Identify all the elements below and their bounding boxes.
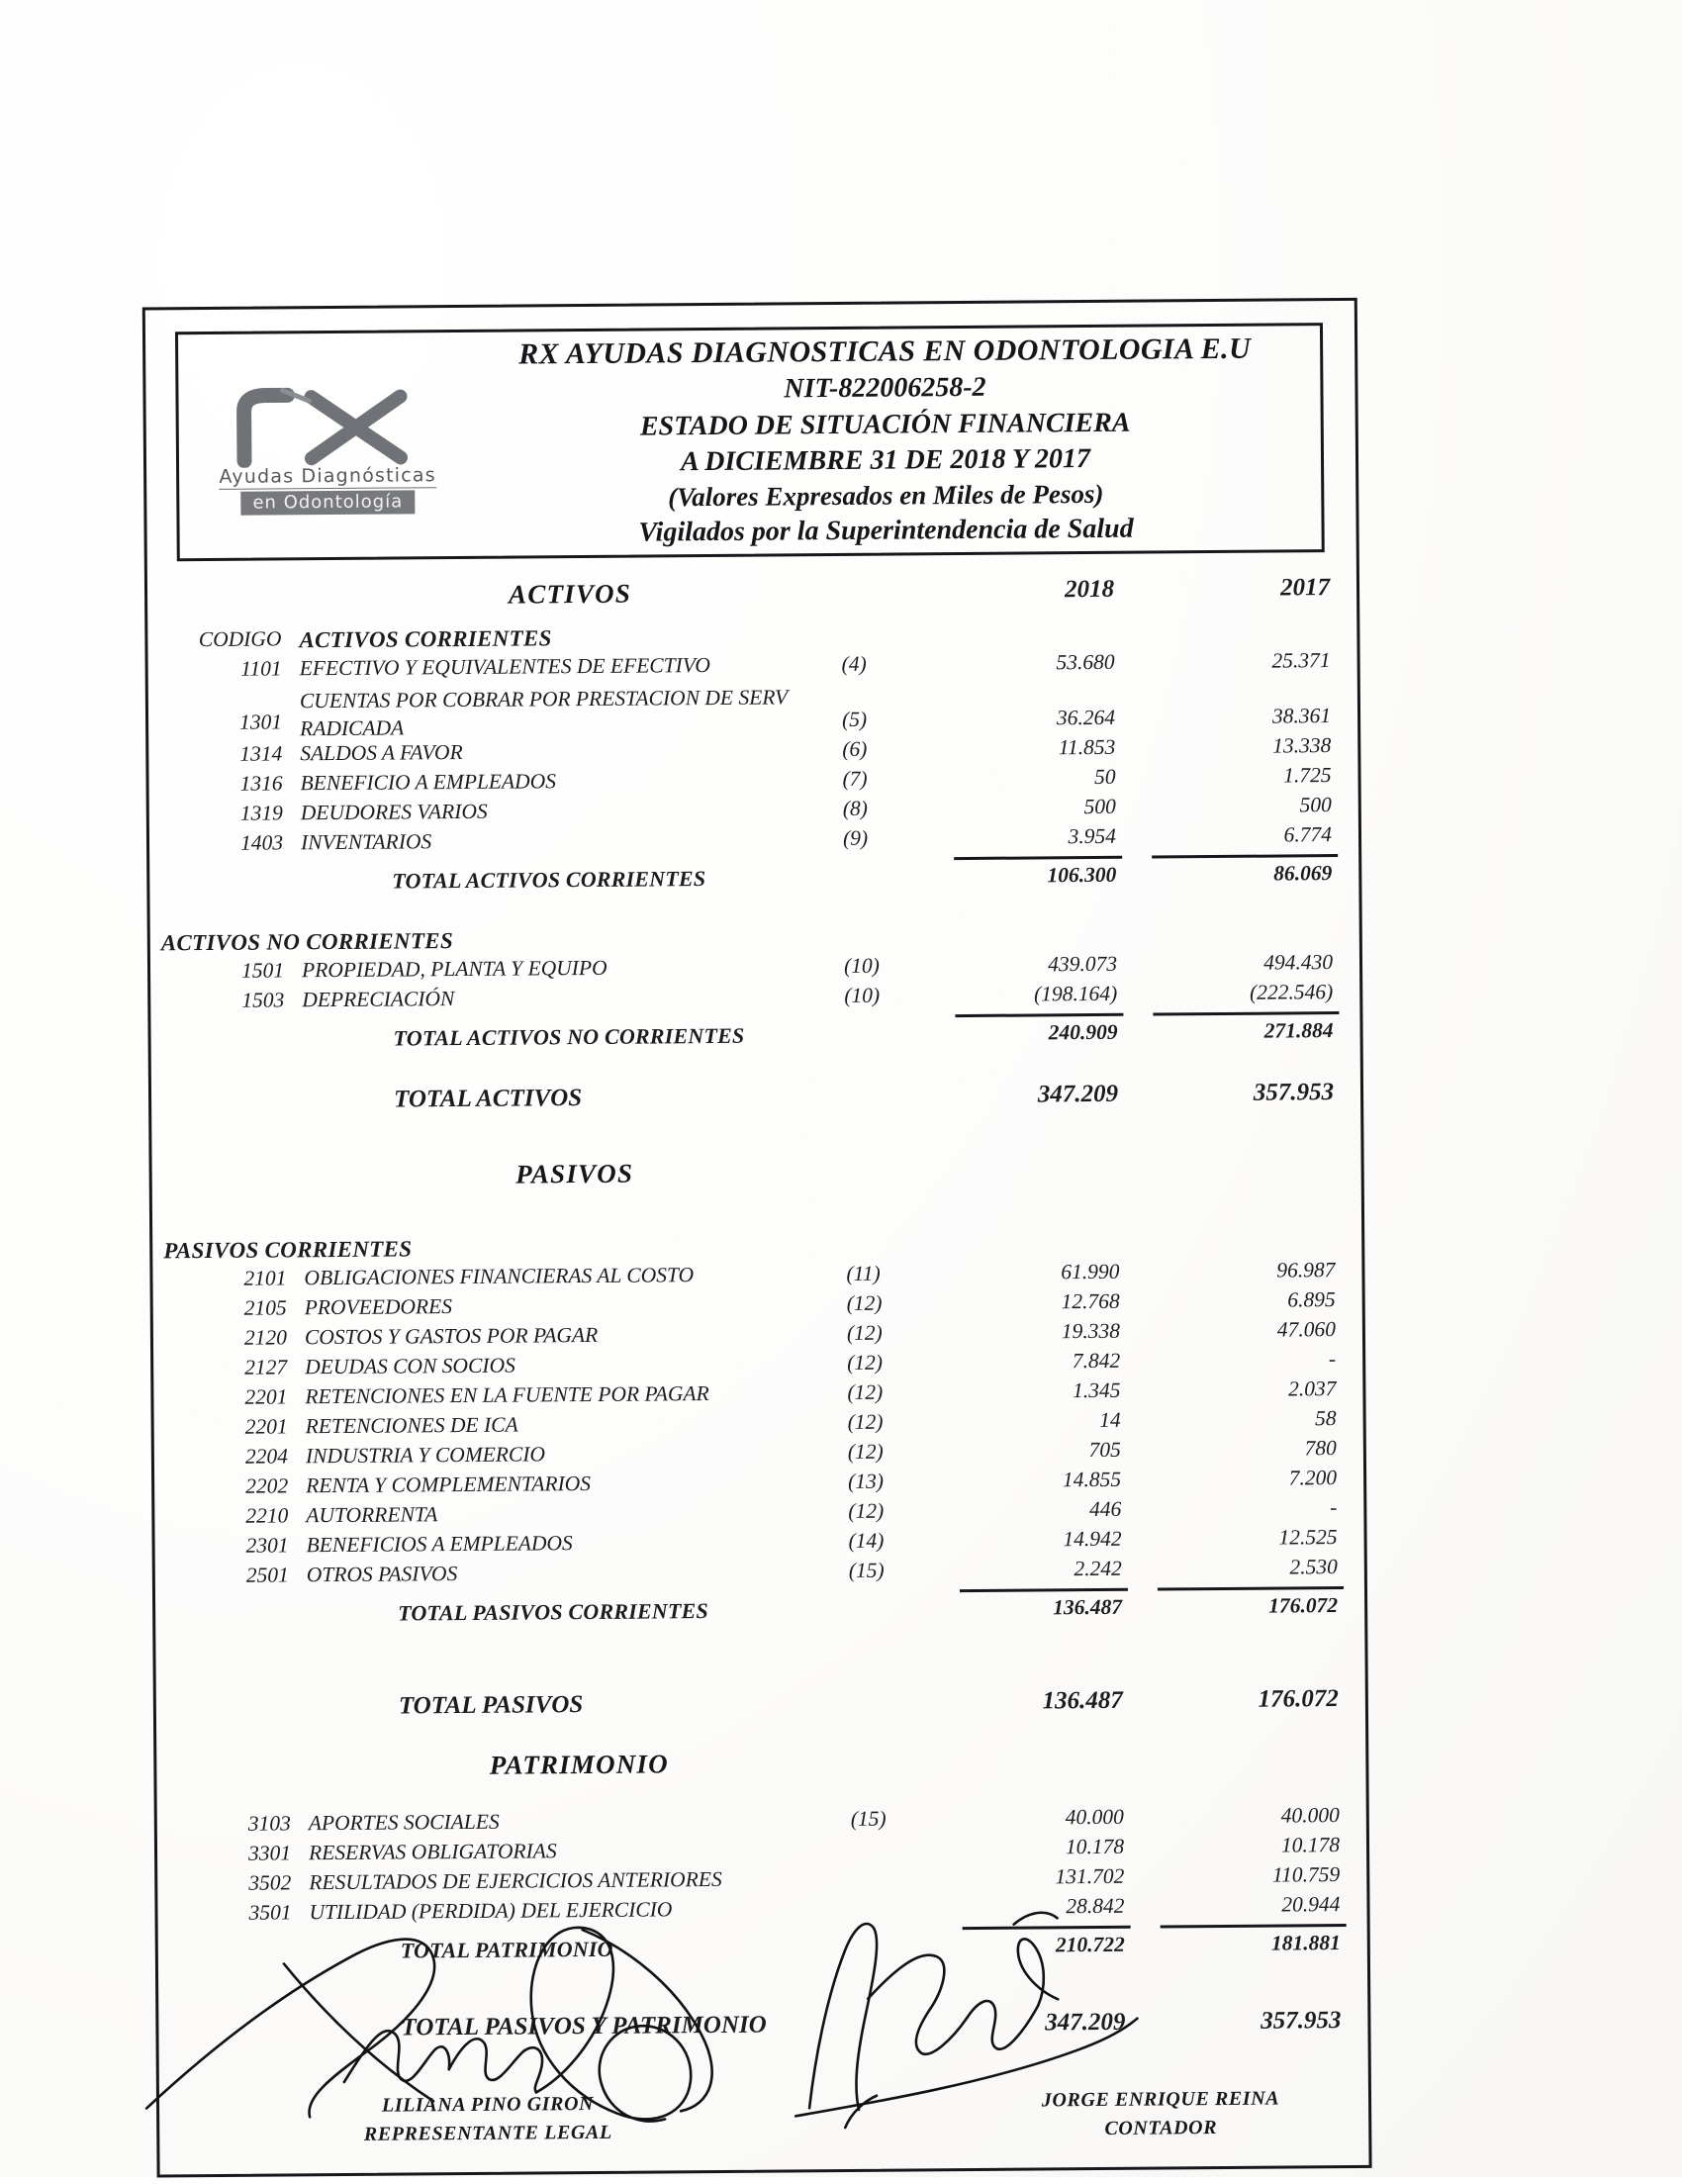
assets-section-title: ACTIVOS — [508, 578, 632, 610]
signer-role-right: CONTADOR — [1104, 2117, 1218, 2139]
statement-body — [144, 575, 1371, 2047]
company-logo — [178, 375, 476, 515]
column-header-2018: 2018 — [1064, 575, 1115, 604]
line-label: COSTOS Y GASTOS POR PAGAR — [304, 1322, 599, 1350]
line-label: AUTORRENTA — [306, 1502, 438, 1528]
signer-role-left: REPRESENTANTE LEGAL — [363, 2121, 612, 2145]
liabilities-section-title: PASIVOS — [515, 1158, 634, 1189]
line-code: 1503 — [241, 988, 285, 1012]
line-code: 3103 — [247, 1811, 291, 1836]
line-label: PROVEEDORES — [304, 1294, 453, 1320]
line-note: (7) — [842, 766, 868, 791]
line-value-2018: 439.073 — [1048, 951, 1118, 977]
line-label: CUENTAS POR COBRAR POR PRESTACION DE SERV RADICADA — [299, 685, 788, 740]
line-value-2018: 61.990 — [1061, 1259, 1120, 1284]
code-column-header: CODIGO — [198, 626, 282, 652]
total-value-2018: 210.722 — [1055, 1932, 1125, 1957]
total-label: TOTAL ACTIVOS NO CORRIENTES — [393, 1022, 745, 1051]
signer-name-right: JORGE ENRIQUE REINA — [1041, 2087, 1280, 2112]
total-value-2018: 347.209 — [1045, 2008, 1126, 2037]
line-code: 2127 — [244, 1355, 288, 1379]
line-label: PROPIEDAD, PLANTA Y EQUIPO — [301, 955, 607, 983]
line-value-2018: 36.264 — [1056, 705, 1116, 730]
line-label: INDUSTRIA Y COMERCIO — [305, 1442, 546, 1469]
line-value-2017: 6.895 — [1287, 1287, 1336, 1312]
line-note — [851, 1867, 962, 1868]
line-code: 3501 — [248, 1900, 292, 1925]
line-label: UTILIDAD (PERDIDA) DEL EJERCICIO — [309, 1897, 673, 1925]
line-code: 2201 — [244, 1414, 288, 1439]
equity-section-title: PATRIMONIO — [489, 1749, 669, 1780]
noncurrent-assets-title: ACTIVOS NO CORRIENTES — [160, 928, 454, 956]
line-label: RETENCIONES DE ICA — [305, 1412, 518, 1439]
line-code: 2210 — [245, 1503, 289, 1528]
company-nit: NIT-822006258-2 — [784, 371, 986, 405]
current-assets-title: ACTIVOS CORRIENTES — [299, 625, 552, 653]
total-value-2018: 240.909 — [1048, 1019, 1118, 1045]
line-note: (12) — [847, 1350, 884, 1375]
line-label: DEPRECIACIÓN — [302, 987, 455, 1012]
line-value-2017: 500 — [1299, 793, 1332, 817]
line-value-2018: 12.768 — [1061, 1288, 1120, 1314]
line-label: SALDOS A FAVOR — [300, 739, 463, 766]
line-value-2018: 19.338 — [1061, 1318, 1121, 1344]
line-note: (13) — [848, 1469, 885, 1493]
total-value-2017: 86.069 — [1273, 861, 1333, 886]
signer-name-left: LILIANA PINO GIRON — [381, 2092, 595, 2117]
signature-right — [997, 2084, 1324, 2144]
line-value-2017: 10.178 — [1280, 1833, 1341, 1857]
logo-tagline-secondary: en Odontología — [240, 490, 415, 515]
line-value-2017: 58 — [1315, 1406, 1337, 1431]
line-value-2017: 40.000 — [1280, 1803, 1340, 1828]
line-label: RENTA Y COMPLEMENTARIOS — [306, 1471, 592, 1498]
line-code: 2101 — [243, 1266, 287, 1290]
total-value-2018: 136.487 — [1053, 1594, 1123, 1620]
line-value-2017: 96.987 — [1276, 1258, 1336, 1282]
total-value-2017: 176.072 — [1258, 1685, 1339, 1713]
line-value-2017: 20.944 — [1281, 1892, 1341, 1917]
line-value-2017: 6.774 — [1283, 822, 1333, 847]
line-label: RESULTADOS DE EJERCICIOS ANTERIORES — [309, 1866, 722, 1895]
line-value-2017: 2.037 — [1287, 1377, 1337, 1401]
total-value-2017: 357.953 — [1253, 1079, 1335, 1106]
line-code: 2501 — [245, 1563, 289, 1587]
line-note — [851, 1838, 962, 1839]
total-label: TOTAL ACTIVOS — [393, 1085, 583, 1113]
line-code: 1316 — [239, 771, 283, 796]
line-value-2018: 7.842 — [1072, 1348, 1121, 1374]
line-value-2018: 705 — [1088, 1437, 1121, 1463]
line-value-2018: 14 — [1099, 1407, 1121, 1432]
total-value-2018: 136.487 — [1042, 1686, 1123, 1715]
line-code: 1403 — [239, 830, 284, 855]
total-label: TOTAL PASIVOS Y PATRIMONIO — [401, 2011, 767, 2042]
line-code: 2201 — [244, 1384, 288, 1409]
line-value-2018: 10.178 — [1065, 1834, 1125, 1859]
line-value-2017: 110.759 — [1271, 1862, 1341, 1887]
line-value-2018: 28.842 — [1066, 1893, 1125, 1919]
line-label: RESERVAS OBLIGATORIAS — [308, 1839, 557, 1865]
line-value-2017: 2.530 — [1289, 1555, 1338, 1579]
line-code: 2105 — [243, 1295, 287, 1320]
line-label: BENEFICIO A EMPLEADOS — [300, 769, 557, 796]
line-code: 1101 — [240, 656, 282, 681]
line-value-2018: 40.000 — [1065, 1804, 1124, 1830]
line-value-2018: 446 — [1089, 1496, 1122, 1522]
line-value-2017: 47.060 — [1276, 1317, 1337, 1342]
line-value-2017: - — [1330, 1495, 1338, 1520]
line-note: (12) — [848, 1498, 885, 1523]
line-code: 2120 — [243, 1325, 288, 1350]
line-value-2017: - — [1328, 1347, 1337, 1372]
total-label: TOTAL PATRIMONIO — [400, 1936, 613, 1963]
line-value-2017: 38.361 — [1271, 704, 1332, 728]
line-value-2018: 1.345 — [1072, 1377, 1121, 1403]
line-label: BENEFICIOS A EMPLEADOS — [306, 1531, 573, 1558]
line-code: 1501 — [240, 958, 285, 983]
signature-left — [325, 2090, 651, 2150]
line-value-2017: 12.525 — [1278, 1525, 1338, 1550]
line-code: 2202 — [245, 1473, 289, 1498]
line-label: DEUDORES VARIOS — [300, 799, 488, 825]
line-note: (15) — [848, 1558, 885, 1582]
line-note: (15) — [850, 1806, 887, 1831]
current-liabilities-title: PASIVOS CORRIENTES — [163, 1236, 413, 1264]
total-value-2017: 357.953 — [1261, 2007, 1342, 2035]
line-code: 1314 — [239, 741, 283, 766]
statement-period: A DICIEMBRE 31 DE 2018 Y 2017 — [680, 442, 1091, 478]
line-note: (12) — [846, 1320, 883, 1345]
statement-oversight: Vigilados por la Superintendencia de Salud — [638, 514, 1134, 549]
line-value-2018: 3.954 — [1068, 823, 1117, 849]
line-value-2018: 50 — [1093, 764, 1116, 789]
line-code: 1301 — [238, 710, 283, 734]
line-note: (12) — [847, 1439, 884, 1464]
line-note: (12) — [846, 1290, 883, 1315]
line-label: OTROS PASIVOS — [306, 1562, 458, 1587]
line-note: (14) — [848, 1528, 885, 1553]
line-value-2018: 2.242 — [1074, 1556, 1122, 1581]
line-value-2018: 11.853 — [1058, 734, 1116, 760]
line-note: (6) — [842, 736, 868, 761]
table-row — [145, 680, 1360, 745]
line-note: (12) — [847, 1409, 884, 1434]
line-code: 3502 — [248, 1870, 292, 1895]
line-label: INVENTARIOS — [300, 829, 432, 855]
line-value-2018: (198.164) — [1033, 981, 1118, 1006]
line-note: (8) — [842, 796, 868, 820]
line-value-2018: 131.702 — [1055, 1863, 1125, 1889]
line-value-2018: 500 — [1083, 794, 1116, 819]
line-code: 1319 — [239, 801, 283, 825]
total-value-2017: 176.072 — [1268, 1593, 1339, 1618]
company-name: RX AYUDAS DIAGNOSTICAS EN ODONTOLOGIA E.U — [518, 332, 1252, 371]
line-code: 3301 — [247, 1841, 292, 1865]
line-note: (4) — [841, 651, 867, 676]
line-note: (10) — [844, 983, 881, 1007]
line-label: DEUDAS CON SOCIOS — [305, 1353, 515, 1379]
total-label: TOTAL PASIVOS — [398, 1691, 584, 1720]
total-label: TOTAL PASIVOS CORRIENTES — [398, 1598, 708, 1626]
line-label: EFECTIVO Y EQUIVALENTES DE EFECTIVO — [299, 653, 710, 681]
line-note: (9) — [842, 825, 869, 850]
line-note: (11) — [846, 1261, 881, 1285]
line-label: OBLIGACIONES FINANCIERAS AL COSTO — [304, 1263, 695, 1290]
line-value-2017: 1.725 — [1283, 763, 1332, 788]
line-note: (12) — [847, 1379, 884, 1404]
statement-header-text — [475, 329, 1322, 552]
line-note: (10) — [843, 953, 880, 978]
total-value-2018: 347.209 — [1037, 1080, 1119, 1108]
column-header-2017: 2017 — [1279, 574, 1331, 602]
signature-area — [155, 1932, 1372, 2183]
line-value-2017: 780 — [1304, 1436, 1337, 1461]
statement-title: ESTADO DE SITUACIÓN FINANCIERA — [639, 407, 1131, 442]
line-code: 2204 — [244, 1444, 288, 1469]
line-value-2017: 13.338 — [1272, 733, 1332, 758]
line-value-2017: (222.546) — [1249, 980, 1334, 1004]
line-code: 2301 — [245, 1533, 289, 1558]
line-label: RETENCIONES EN LA FUENTE POR PAGAR — [305, 1381, 709, 1409]
rx-logo-icon — [226, 382, 429, 468]
line-value-2018: 53.680 — [1056, 649, 1115, 675]
line-value-2018: 14.942 — [1063, 1526, 1122, 1552]
statement-header-box — [175, 323, 1325, 561]
total-label: TOTAL ACTIVOS CORRIENTES — [392, 866, 706, 894]
line-value-2017: 25.371 — [1271, 648, 1331, 673]
logo-tagline-primary: Ayudas Diagnósticas — [219, 463, 436, 488]
line-note — [851, 1897, 962, 1898]
line-value-2018: 14.855 — [1062, 1467, 1122, 1492]
total-value-2018: 106.300 — [1047, 862, 1117, 888]
total-value-2017: 271.884 — [1263, 1018, 1334, 1043]
statement-units: (Valores Expresados en Miles de Pesos) — [668, 479, 1104, 513]
line-value-2017: 494.430 — [1263, 950, 1334, 975]
line-value-2017: 7.200 — [1288, 1466, 1338, 1490]
line-note: (5) — [841, 707, 868, 731]
total-value-2017: 181.881 — [1270, 1931, 1341, 1955]
line-label: APORTES SOCIALES — [308, 1809, 500, 1836]
